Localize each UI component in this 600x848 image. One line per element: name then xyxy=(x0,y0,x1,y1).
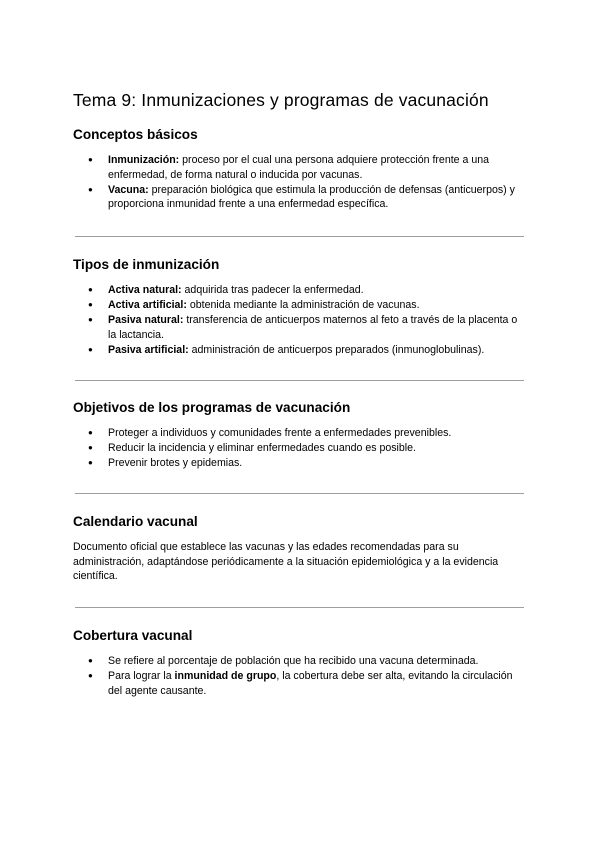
list-item xyxy=(73,183,528,212)
section-divider xyxy=(75,380,524,381)
section-objetivos xyxy=(73,400,528,472)
section-tipos-inmunizacion xyxy=(73,257,528,358)
emphasis-term: inmunidad de grupo xyxy=(174,670,277,683)
term-definition: transferencia de anticuerpos maternos al feto a través de la placenta o la lactancia. xyxy=(108,314,518,341)
section-divider xyxy=(75,607,524,608)
types-list xyxy=(73,283,528,358)
term-definition: adquirida tras padecer la enfermedad. xyxy=(181,284,364,296)
list-item xyxy=(73,343,528,358)
section-divider xyxy=(75,493,524,494)
term-label: Pasiva natural: xyxy=(108,314,184,327)
text-after: , la cobertura debe ser alta, evitando la circulación del agente causante. xyxy=(108,670,513,697)
term-label: Activa natural: xyxy=(108,284,182,296)
term-definition: proceso por el cual una persona adquiere protección frente a una enfermedad, de forma natural o inducida por vacunas. xyxy=(108,154,489,181)
list-item xyxy=(73,153,528,182)
term-label: Activa artificial: xyxy=(108,299,187,312)
list-item: ● Proteger a individuos y comunidades frente a enfermedades prevenibles. xyxy=(73,426,528,441)
concept-list xyxy=(73,153,528,212)
objectives-list xyxy=(73,426,528,471)
section-divider xyxy=(75,236,524,237)
section-heading: Cobertura vacunal xyxy=(73,628,193,643)
list-item: ● Se refiere al porcentaje de población que ha recibido una vacuna determinada. xyxy=(73,654,528,669)
section-heading: Calendario vacunal xyxy=(73,514,198,529)
text-before: Para lograr la xyxy=(108,670,175,683)
term-label: Vacuna: xyxy=(108,183,149,196)
list-item xyxy=(73,298,528,313)
list-item xyxy=(73,669,528,698)
list-item: ● Reducir la incidencia y eliminar enfermedades cuando es posible. xyxy=(73,441,528,456)
coverage-list xyxy=(73,654,528,698)
list-item: ● Prevenir brotes y epidemias. xyxy=(73,456,528,471)
section-heading: Objetivos de los programas de vacunación xyxy=(73,400,351,415)
section-heading: Tipos de inmunización xyxy=(73,257,220,272)
term-label: Pasiva artificial: xyxy=(108,344,189,357)
term-definition: administración de anticuerpos preparados (inmunoglobulinas). xyxy=(188,344,485,357)
term-definition: preparación biológica que estimula la producción de defensas (anticuerpos) y proporciona inmunidad frente a una enfermedad específica. xyxy=(108,183,515,211)
section-heading: Conceptos básicos xyxy=(73,127,198,142)
page-title: Tema 9: Inmunizaciones y programas de vacunación xyxy=(73,90,489,110)
section-calendario-vacunal xyxy=(73,514,528,584)
term-definition: obtenida mediante la administración de vacunas. xyxy=(186,299,420,312)
section-paragraph: Documento oficial que establece las vacunas y las edades recomendadas para su administración, adaptándose periódicamente a la situación epidemiológica y a la evidencia científica. xyxy=(73,541,499,583)
term-label: Inmunización: xyxy=(108,154,180,166)
section-cobertura-vacunal xyxy=(73,628,528,699)
section-conceptos-basicos xyxy=(73,127,528,213)
list-item xyxy=(73,313,528,342)
list-item xyxy=(73,283,528,298)
